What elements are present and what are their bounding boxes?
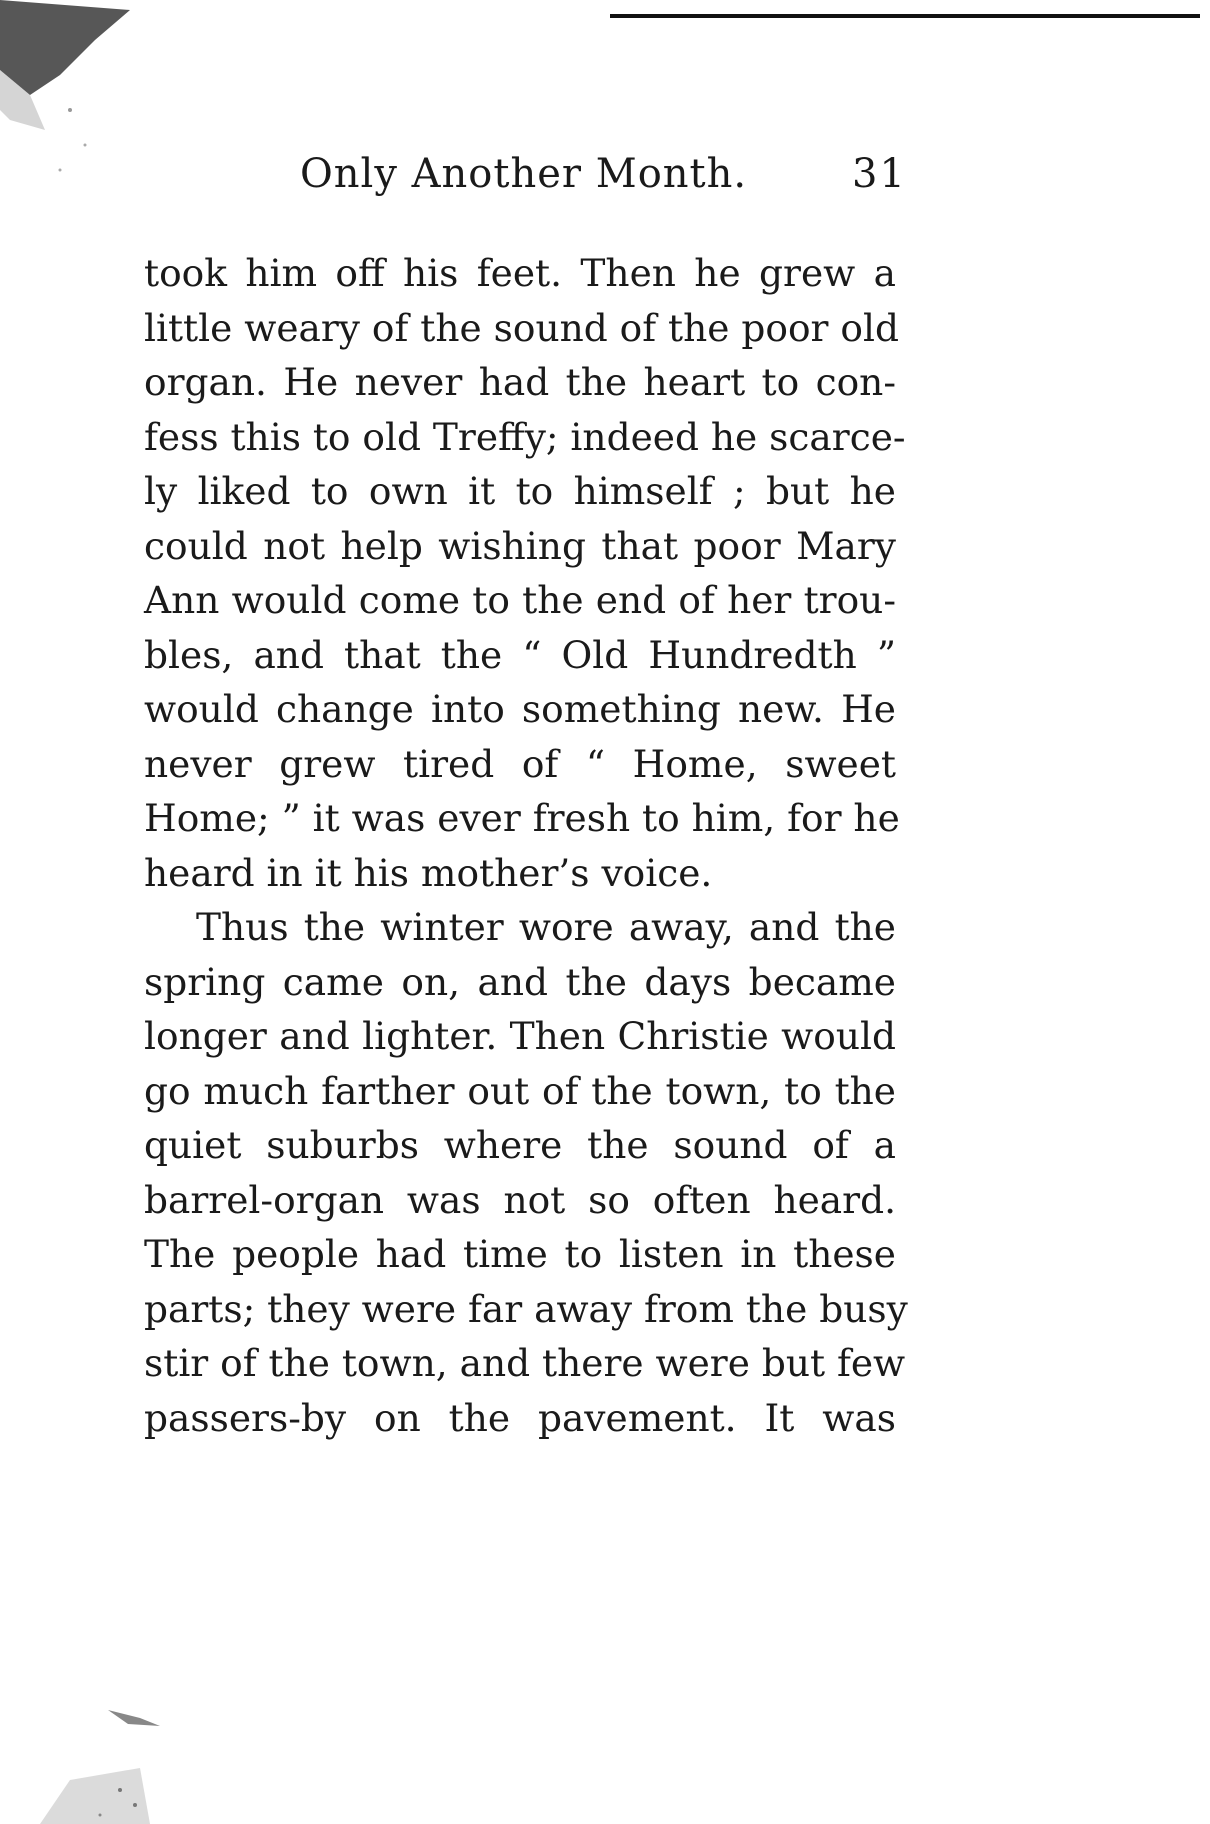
paragraph	[144, 900, 908, 1445]
text-line: quiet suburbs where the sound of a	[144, 1123, 896, 1167]
text-line: could not help wishing that poor Mary	[144, 523, 896, 568]
text-line: longer and lighter. Then Christie would	[144, 1014, 896, 1058]
text-line: organ. He never had the heart to con-	[144, 360, 896, 404]
top-rule	[610, 14, 1200, 18]
text-line: Home; ” it was ever fresh to him, for he	[144, 796, 900, 840]
text-line: barrel-organ was not so often heard.	[144, 1177, 896, 1222]
text-line: bles, and that the “ Old Hundredth ”	[144, 632, 896, 677]
paragraph	[144, 246, 906, 900]
text-line: little weary of the sound of the poor old	[144, 305, 899, 350]
text-line: passers-by on the pavement. It was	[144, 1395, 896, 1440]
text-line: fess this to old Treffy; indeed he scarce-	[144, 414, 906, 459]
body-text	[144, 246, 908, 1445]
text-line: Ann would come to the end of her trou-	[144, 578, 896, 622]
scan-smudge-top-left	[0, 0, 140, 200]
text-line: parts; they were far away from the busy	[144, 1286, 908, 1331]
scan-smudge-bottom-left	[0, 1580, 160, 1824]
text-line: go much farther out of the town, to the	[144, 1068, 896, 1113]
text-line: Thus the winter wore away, and the	[196, 905, 896, 949]
running-head: Only Another Month.	[300, 151, 748, 197]
text-line: stir of the town, and there were but few	[144, 1341, 906, 1385]
text-line: The people had time to listen in these	[144, 1232, 896, 1276]
page-number: 31	[852, 151, 907, 197]
text-line: would change into something new. He	[144, 687, 896, 731]
text-line: never grew tired of “ Home, sweet	[144, 741, 896, 786]
text-line: took him off his feet. Then he grew a	[144, 251, 896, 295]
text-line: ly liked to own it to himself ; but he	[144, 469, 896, 513]
text-line: heard in it his mother’s voice.	[144, 850, 713, 895]
text-line: spring came on, and the days became	[144, 959, 896, 1004]
